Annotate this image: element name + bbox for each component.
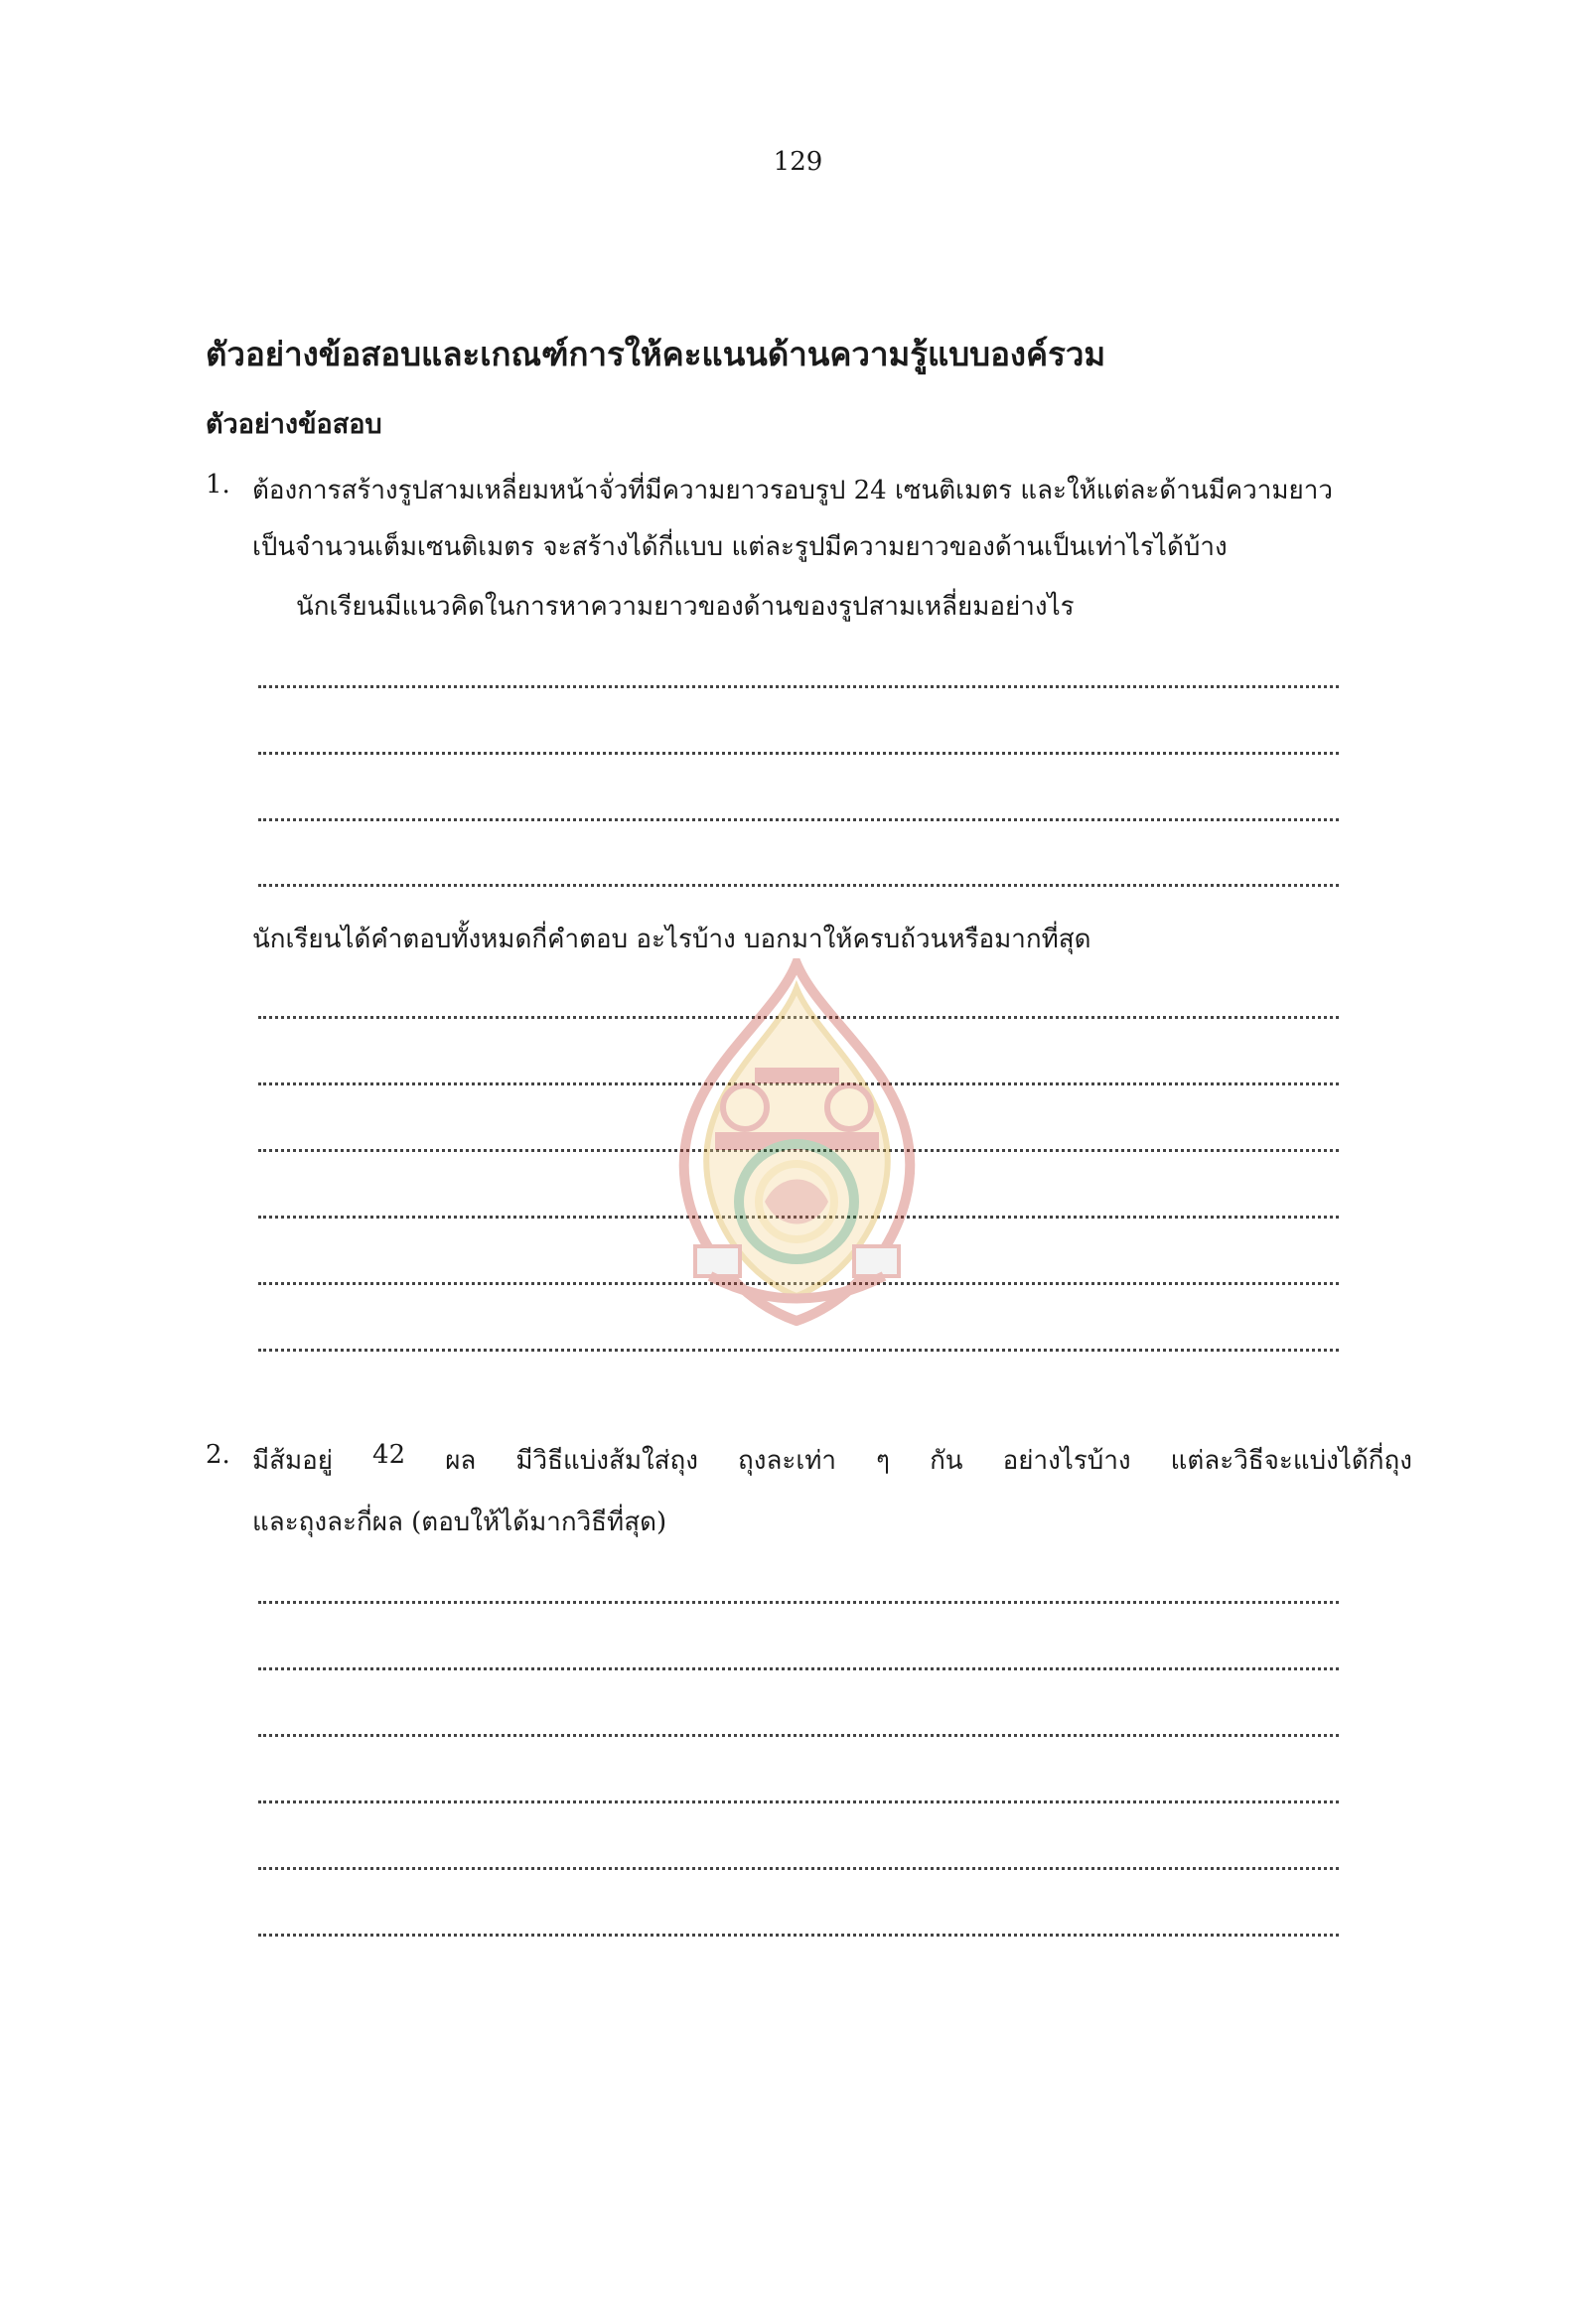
answer-line[interactable] <box>258 1349 1339 1352</box>
question-2-word: ผล <box>445 1446 477 1476</box>
answer-line[interactable] <box>258 1601 1339 1604</box>
ministry-of-education-seal-icon <box>655 958 939 1326</box>
answer-line[interactable] <box>258 685 1339 688</box>
question-1-prompt-answers: นักเรียนได้คำตอบทั้งหมดกี่คำตอบ อะไรบ้าง บอกมาให้ครบถ้วนหรือมากที่สุด <box>252 925 1091 954</box>
answer-line[interactable] <box>258 1800 1339 1803</box>
answer-line[interactable] <box>258 884 1339 887</box>
question-2-word: กัน <box>930 1446 963 1476</box>
question-2-word: แต่ละวิธีจะแบ่งได้กี่ถุง <box>1170 1446 1412 1476</box>
answer-line[interactable] <box>258 752 1339 755</box>
answer-line[interactable] <box>258 818 1339 821</box>
question-2-text-line-1 <box>252 1440 1412 1481</box>
answer-line[interactable] <box>258 1934 1339 1937</box>
page-title: ตัวอย่างข้อสอบและเกณฑ์การให้คะแนนด้านความรู้แบบองค์รวม <box>206 335 1106 373</box>
answer-line[interactable] <box>258 1667 1339 1670</box>
answer-line[interactable] <box>258 1867 1339 1870</box>
question-2-word: ๆ <box>876 1446 891 1476</box>
answer-line[interactable] <box>258 1734 1339 1737</box>
question-2-word: มีส้มอยู่ <box>252 1446 333 1476</box>
page-number: 129 <box>773 147 823 177</box>
question-2-word: ถุงละเท่า <box>738 1446 836 1476</box>
section-heading: ตัวอย่างข้อสอบ <box>206 409 382 440</box>
question-1-number: 1. <box>206 470 230 500</box>
question-2-number: 2. <box>206 1440 230 1470</box>
question-2-word: 42 <box>372 1440 406 1470</box>
question-2-text-line-2: และถุงละกี่ผล (ตอบให้ได้มากวิธีที่สุด) <box>252 1508 667 1537</box>
question-1-text-line-1: ต้องการสร้างรูปสามเหลี่ยมหน้าจั่วที่มีความยาวรอบรูป 24 เซนติเมตร และให้แต่ละด้านมีความยาว <box>252 476 1333 505</box>
question-1-prompt-method: นักเรียนมีแนวคิดในการหาความยาวของด้านของรูปสามเหลี่ยมอย่างไร <box>296 592 1075 622</box>
question-1-text-line-2: เป็นจำนวนเต็มเซนติเมตร จะสร้างได้กี่แบบ แต่ละรูปมีความยาวของด้านเป็นเท่าไรได้บ้าง <box>252 532 1228 562</box>
question-2-word: มีวิธีแบ่งส้มใส่ถุง <box>515 1446 698 1476</box>
question-2-word: อย่างไรบ้าง <box>1002 1446 1131 1476</box>
